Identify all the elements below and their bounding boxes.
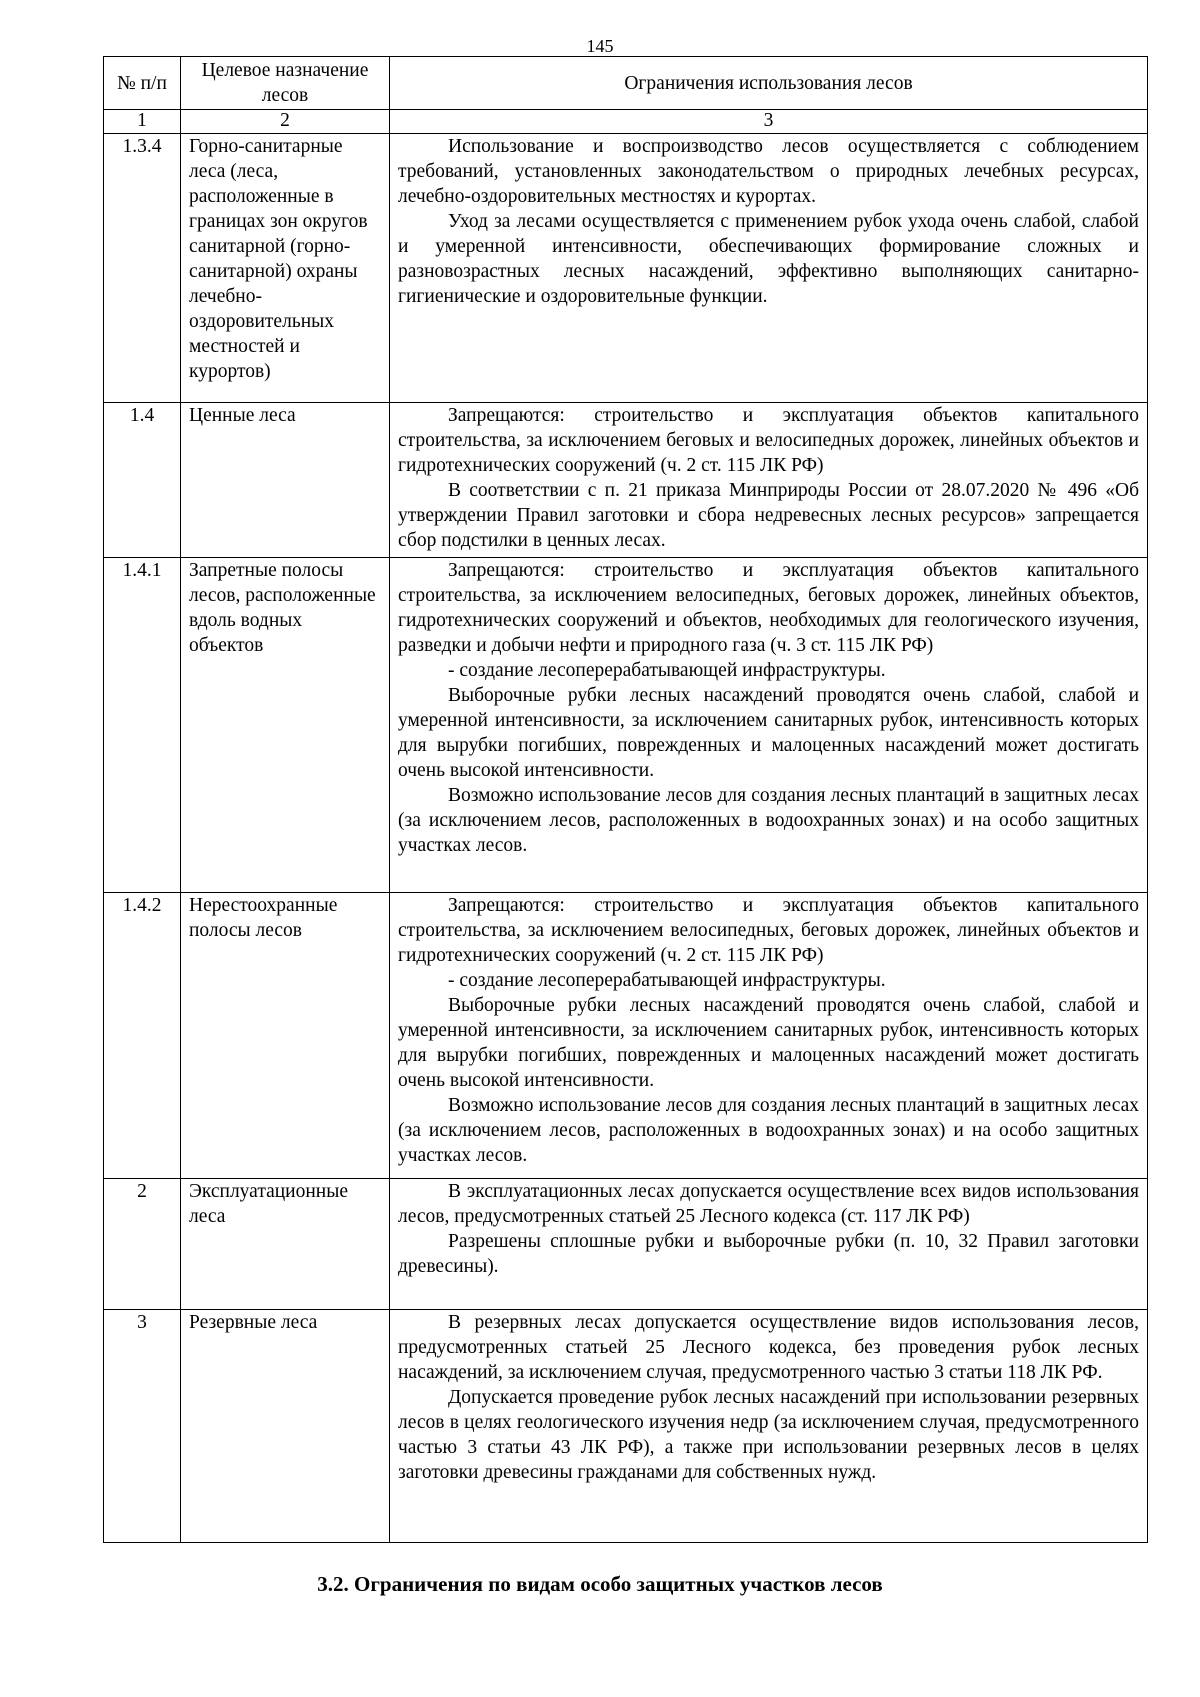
table-row xyxy=(104,1310,1148,1543)
row-restrictions xyxy=(390,893,1148,1179)
column-number: 1 xyxy=(104,110,181,134)
restriction-paragraph: Уход за лесами осуществляется с применением рубок ухода очень слабой, слабой и умеренной интенсивности, обеспечивающих формирование сложных и разновозрастных лесных насаждений, эффективно выполняющих санитарно-гигиенические и оздоровительные функции. xyxy=(398,211,1139,307)
restriction-paragraph: - создание лесоперерабатывающей инфраструктуры. xyxy=(448,660,886,681)
restriction-paragraph: Запрещаются: строительство и эксплуатация объектов капитального строительства, за исключением велосипедных, беговых дорожек, линейных объектов и гидротехнических сооружений (ч. 2 ст. 115 ЛК РФ) xyxy=(398,895,1139,966)
restriction-paragraph: Выборочные рубки лесных насаждений проводятся очень слабой, слабой и умеренной интенсивности, за исключением санитарных рубок, интенсивность которых для вырубки погибших, поврежденных и малоценных насаждений может достигать очень высокой интенсивности. xyxy=(398,685,1139,781)
row-restrictions xyxy=(390,134,1148,403)
header-num: № п/п xyxy=(104,57,181,110)
section-title: 3.2. Ограничения по видам особо защитных участков лесов xyxy=(317,1572,883,1596)
row-number: 1.4.2 xyxy=(104,893,181,1179)
column-number: 2 xyxy=(181,110,390,134)
restriction-paragraph: Возможно использование лесов для создания лесных плантаций в защитных лесах (за исключением лесов, расположенных в водоохранных зонах) и на особо защитных участках лесов. xyxy=(398,1095,1139,1166)
row-restrictions xyxy=(390,1310,1148,1543)
restriction-paragraph: - создание лесоперерабатывающей инфраструктуры. xyxy=(448,970,886,991)
restriction-paragraph: Возможно использование лесов для создания лесных плантаций в защитных лесах (за исключением лесов, расположенных в водоохранных зонах) и на особо защитных участках лесов. xyxy=(398,785,1139,856)
header-purpose: Целевое назначение лесов xyxy=(181,57,390,110)
row-purpose: Ценные леса xyxy=(181,403,390,558)
row-purpose: Запретные полосы лесов, расположенные вдоль водных объектов xyxy=(181,558,390,893)
restriction-paragraph: Использование и воспроизводство лесов осуществляется с соблюдением требований, установленных законодательством о природных лечебных ресурсах, лечебно-оздоровительных местностях и курортах. xyxy=(398,136,1139,207)
table-row xyxy=(104,403,1148,558)
row-purpose: Эксплуатационные леса xyxy=(181,1179,390,1310)
row-restrictions xyxy=(390,1179,1148,1310)
table-header-row xyxy=(104,57,1148,110)
row-number: 1.4 xyxy=(104,403,181,558)
row-number: 1.3.4 xyxy=(104,134,181,403)
restriction-paragraph: Выборочные рубки лесных насаждений проводятся очень слабой, слабой и умеренной интенсивности, за исключением санитарных рубок, интенсивность которых для вырубки погибших, поврежденных и малоценных насаждений может достигать очень высокой интенсивности. xyxy=(398,995,1139,1091)
table-row xyxy=(104,558,1148,893)
row-restrictions xyxy=(390,403,1148,558)
column-number-row xyxy=(104,110,1148,134)
restriction-paragraph: Запрещаются: строительство и эксплуатация объектов капитального строительства, за исключением беговых и велосипедных дорожек, линейных объектов и гидротехнических сооружений (ч. 2 ст. 115 ЛК РФ) xyxy=(398,405,1139,476)
restriction-paragraph: В соответствии с п. 21 приказа Минприроды России от 28.07.2020 № 496 «Об утверждении Правил заготовки и сбора недревесных лесных ресурсов» запрещается сбор подстилки в ценных лесах. xyxy=(398,480,1139,551)
restriction-paragraph: В резервных лесах допускается осуществление видов использования лесов, предусмотренных статьей 25 Лесного кодекса, без проведения рубок лесных насаждений, за исключением случая, предусмотренного частью 3 статьи 118 ЛК РФ. xyxy=(398,1312,1139,1383)
row-restrictions xyxy=(390,558,1148,893)
row-purpose: Горно-санитарные леса (леса, расположенные в границах зон округов санитарной (горно-санитарной) охраны лечебно-оздоровительных местностей и курортов) xyxy=(181,134,390,403)
row-purpose: Резервные леса xyxy=(181,1310,390,1543)
row-number: 3 xyxy=(104,1310,181,1543)
restriction-paragraph: В эксплуатационных лесах допускается осуществление всех видов использования лесов, предусмотренных статьей 25 Лесного кодекса (ст. 117 ЛК РФ) xyxy=(398,1181,1139,1227)
restriction-paragraph: Разрешены сплошные рубки и выборочные рубки (п. 10, 32 Правил заготовки древесины). xyxy=(398,1231,1139,1277)
table-row xyxy=(104,893,1148,1179)
row-number: 2 xyxy=(104,1179,181,1310)
page-number: 145 xyxy=(586,36,614,56)
restriction-paragraph: Допускается проведение рубок лесных насаждений при использовании резервных лесов в целях геологического изучения недр (за исключением случая, предусмотренного частью 3 статьи 43 ЛК РФ), а также при использовании резервных лесов в целях заготовки древесины гражданами для собственных нужд. xyxy=(398,1387,1139,1483)
row-number: 1.4.1 xyxy=(104,558,181,893)
table-row xyxy=(104,134,1148,403)
header-restrictions: Ограничения использования лесов xyxy=(390,57,1148,110)
row-purpose: Нерестоохранные полосы лесов xyxy=(181,893,390,1179)
column-number: 3 xyxy=(390,110,1148,134)
restriction-paragraph: Запрещаются: строительство и эксплуатация объектов капитального строительства, за исключением велосипедных, беговых дорожек, линейных объектов, гидротехнических сооружений и объектов, необходимых для геологического изучения, разведки и добычи нефти и природного газа (ч. 3 ст. 115 ЛК РФ) xyxy=(398,560,1139,656)
forest-restrictions-table xyxy=(103,56,1148,1543)
table-row xyxy=(104,1179,1148,1310)
